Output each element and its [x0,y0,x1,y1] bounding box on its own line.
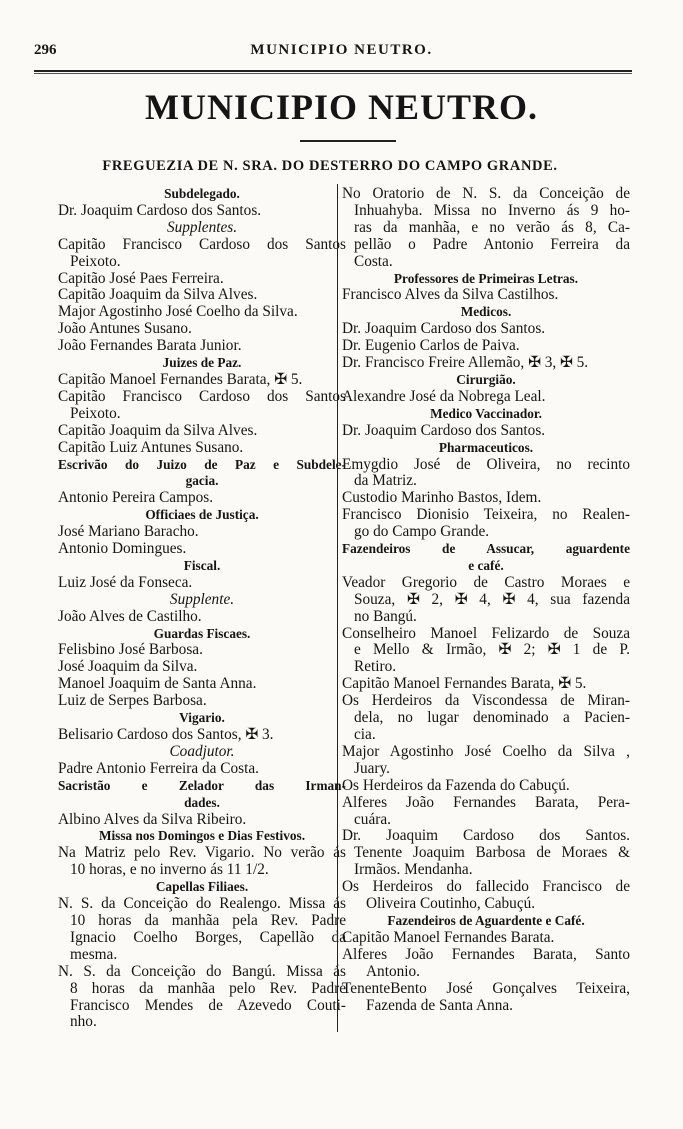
entry-line: Capitão Joaquim da Silva Alves. [58,286,258,304]
section-heading: Cirurgião. [456,371,516,387]
entry-line: Francisco Mendes de Azevedo Couti- [70,996,346,1014]
entry-line: Tenente Joaquim Barbosa de Moraes & [354,844,630,862]
entry-line: Souza, ✠ 2, ✠ 4, ✠ 4, sua fazenda [354,590,630,608]
entry-line: 10 horas, e no inverno ás 11 1/2. [70,861,269,879]
entry-line: mesma. [70,945,118,963]
entry-line: dela, no lugar denominado a Pacien- [354,709,630,727]
entry-line: 10 horas da manhãa pela Rev. Padre [70,911,346,929]
entry-line: Antonio Domingues. [58,540,187,558]
section-heading: Officiaes de Justiça. [145,507,259,523]
entry-line: Retiro. [354,658,397,676]
section-heading: Fazendeiros de Assucar, aguardente [342,541,630,557]
section-heading: Coadjutor. [169,742,235,760]
entry-line: Belisario Cardoso dos Santos, ✠ 3. [58,726,274,743]
entry-line: Dr. Francisco Freire Allemão, ✠ 3, ✠ 5. [342,354,589,372]
entry-line: Costa. [354,252,393,270]
entry-line: Peixoto. [70,404,121,422]
entry-line: Dr. Joaquim Cardoso dos Santos. [342,827,630,845]
column-divider [337,184,338,1032]
section-heading: Pharmaceuticos. [438,439,534,455]
entry-line: No Oratorio de N. S. da Conceição de [342,185,630,202]
entry-line: Os Herdeiros da Fazenda do Cabuçú. [342,776,570,794]
entry-line: Custodio Marinho Bastos, Idem. [342,489,542,507]
entry-line: Capitão Luiz Antunes Susano. [58,438,244,456]
section-heading: Professores de Primeiras Letras. [393,270,579,286]
entry-line: Ignacio Coelho Borges, Capellão da [70,928,346,946]
entry-line: Juary. [354,759,390,777]
section-heading: gacia. [185,473,219,489]
entry-line: José Mariano Baracho. [58,523,199,541]
entry-line: Oliveira Coutinho, Cabuçú. [366,895,536,913]
section-heading: Juizes de Paz. [162,355,242,371]
header-rule [34,70,632,74]
entry-line: no Bangú. [354,607,417,625]
entry-line: Major Agostinho José Coelho da Silva , [342,742,630,760]
entry-line: cia. [354,726,376,743]
section-heading: Medicos. [460,304,512,320]
entry-line: Dr. Joaquim Cardoso dos Santos. [342,421,546,439]
entry-line: Luiz de Serpes Barbosa. [58,692,207,710]
entry-line: Major Agostinho José Coelho da Silva. [58,303,298,321]
entry-line: Albino Alves da Silva Ribeiro. [58,810,247,828]
entry-line: Na Matriz pelo Rev. Vigario. No verão ás [58,844,346,862]
entry-line: Veador Gregorio de Castro Moraes e [342,573,630,591]
title-rule [300,140,396,142]
section-heading: dades. [184,794,220,810]
section-heading: Fiscal. [183,557,221,573]
section-heading: Guardas Fiscaes. [153,625,251,641]
entry-line: pellão o Padre Antonio Ferreira da [354,235,630,253]
entry-line: Capitão Manoel Fernandes Barata. [342,928,555,946]
entry-line: Capitão Manoel Fernandes Barata, ✠ 5. [342,675,587,693]
entry-line: Inhuahyba. Missa no Inverno ás 9 ho- [354,201,630,219]
entry-line: Dr. Eugenio Carlos de Paiva. [342,337,520,355]
entry-line: Francisco Dionisio Teixeira, no Realen- [342,506,630,524]
entry-line: Alferes João Fernandes Barata, Pera- [342,793,630,811]
section-heading: Supplentes. [166,218,238,236]
entry-line: Alferes João Fernandes Barata, Santo [342,945,630,963]
entry-line: Peixoto. [70,252,121,270]
entry-line: N. S. da Conceição do Realengo. Missa ás [58,895,346,913]
section-heading: Missa nos Domingos e Dias Festivos. [98,828,306,844]
section-heading: e café. [468,557,504,573]
section-heading: Vigario. [179,710,225,726]
page-title: MUNICIPIO NEUTRO. [144,87,538,127]
entry-line: Alexandre José da Nobrega Leal. [342,387,546,405]
entry-line: cuára. [354,810,391,828]
entry-line: Capitão Francisco Cardoso dos Santos [58,387,346,405]
entry-line: João Antunes Susano. [58,320,192,338]
entry-line: ras da manhãa, e no verão ás 8, Ca- [354,218,630,236]
section-heading: Supplente. [169,590,235,608]
entry-line: nho. [70,1013,97,1031]
entry-line: Felisbino José Barbosa. [58,641,203,659]
section-heading: Subdelegado. [164,186,240,201]
entry-line: Capitão Joaquim da Silva Alves. [58,421,258,439]
entry-line: Luiz José da Fonseca. [58,573,193,591]
entry-line: João Fernandes Barata Junior. [58,337,242,355]
parish-heading: FREGUEZIA DE N. SRA. DO DESTERRO DO CAMPO GRANDE. [102,158,558,174]
entry-line: Emygdio José de Oliveira, no recinto [342,455,630,473]
entry-line: da Matriz. [354,472,417,490]
entry-line: Irmãos. Mendanha. [354,861,473,879]
entry-line: Francisco Alves da Silva Castilhos. [342,286,559,304]
entry-line: Capitão Manoel Fernandes Barata, ✠ 5. [58,370,303,388]
section-heading: Sacristão e Zelador das Irman- [58,777,346,793]
entry-line: João Alves de Castilho. [58,607,202,625]
entry-line: Capitão José Paes Ferreira. [58,269,224,287]
entry-line: Antonio. [366,962,420,980]
entry-line: Conselheiro Manoel Felizardo de Souza [342,624,630,642]
entry-line: go do Campo Grande. [354,523,490,541]
entry-line: e Mello & Irmão, ✠ 2; ✠ 1 de P. [354,641,630,659]
entry-line: Os Herdeiros da Viscondessa de Miran- [342,692,630,710]
entry-line: TenenteBento José Gonçalves Teixeira, [342,979,630,997]
section-heading: Escrivão do Juizo de Paz e Subdele- [58,456,346,472]
page-number: 296 [34,42,57,58]
entry-line: N. S. da Conceição do Bangú. Missa ás [58,962,346,980]
section-heading: Medico Vaccinador. [430,405,542,421]
entry-line: Os Herdeiros do fallecido Francisco de [342,878,630,896]
running-title: MUNICIPIO NEUTRO. [250,42,433,58]
running-header [0,42,683,64]
left-column [58,186,346,1031]
entry-line: Antonio Pereira Campos. [58,489,214,507]
entry-line: Fazenda de Santa Anna. [366,996,513,1014]
entry-line: Capitão Francisco Cardoso dos Santos [58,235,346,253]
right-column [342,186,630,1014]
section-heading: Capellas Filiaes. [155,879,249,895]
entry-line: Manoel Joaquim de Santa Anna. [58,675,257,693]
entry-line: Dr. Joaquim Cardoso dos Santos. [58,201,262,219]
entry-line: Padre Antonio Ferreira da Costa. [58,759,259,777]
entry-line: José Joaquim da Silva. [58,658,198,676]
section-heading: Fazendeiros de Aguardente e Café. [387,912,585,928]
entry-line: Dr. Joaquim Cardoso dos Santos. [342,320,546,338]
entry-line: 8 horas da manhãa pelo Rev. Padre [70,979,346,997]
